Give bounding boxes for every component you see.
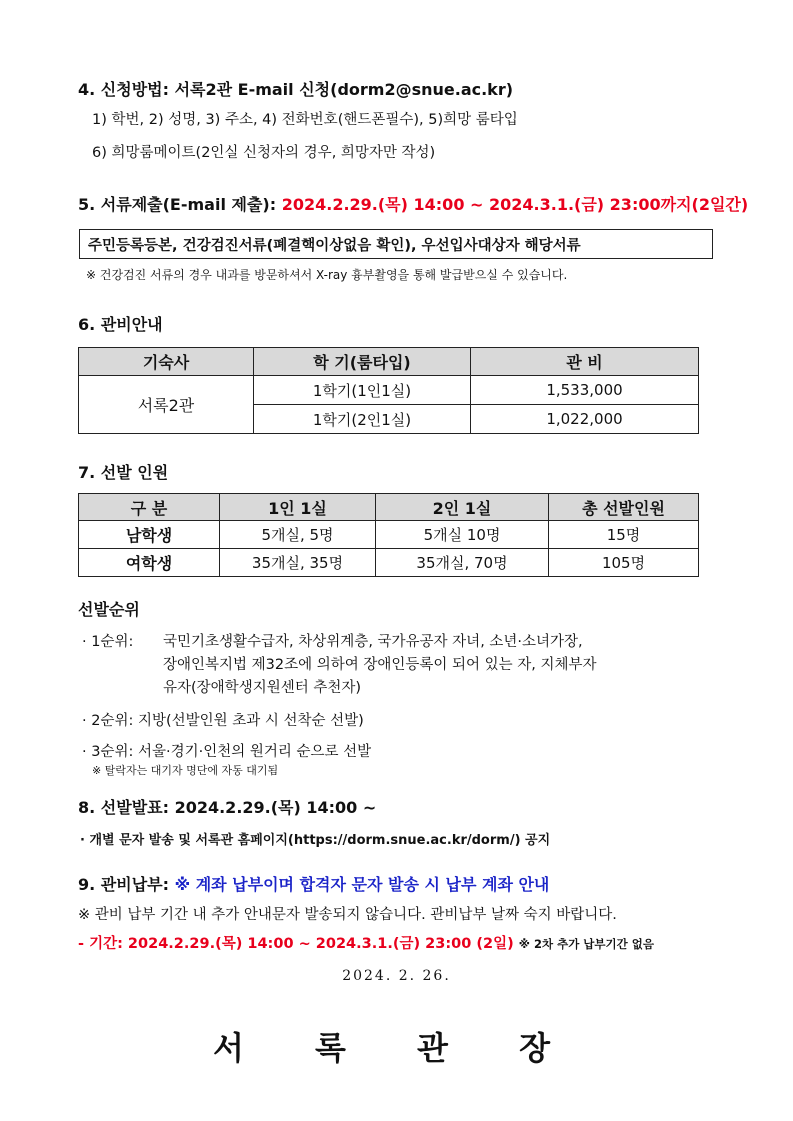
section-6-heading: 6. 관비안내 (78, 315, 163, 334)
priority-1-label: · 1순위: (82, 634, 134, 650)
quota-male-total: 15명 (549, 521, 699, 549)
quota-row-female-label: 여학생 (79, 549, 220, 577)
priority-3: · 3순위: 서울·경기·인천의 원거리 순으로 선발 (82, 744, 372, 760)
quota-header-double: 2인 1실 (376, 494, 549, 521)
section-4-heading: 4. 신청방법: 서록2관 E-mail 신청(dorm2@snue.ac.kr) (78, 80, 514, 99)
section-5-period: 2024.2.29.(목) 14:00 ~ 2024.3.1.(금) 23:00까지(2일간) (281, 195, 749, 214)
fee-term-2: 1학기(2인1실) (254, 405, 471, 434)
quota-header-category: 구 분 (79, 494, 220, 521)
priority-2: · 2순위: 지방(선발인원 초과 시 선착순 선발) (82, 713, 364, 729)
fee-term-1: 1학기(1인1실) (254, 376, 471, 405)
payment-period-note: ※ 2차 추가 납부기간 없음 (518, 937, 654, 951)
quota-female-total: 105명 (549, 549, 699, 577)
required-documents-box: 주민등록등본, 건강검진서류(폐결핵이상없음 확인), 우선입사대상자 해당서류 (79, 229, 713, 259)
payment-period-line (78, 932, 654, 953)
priority-1-line-1: 국민기초생활수급자, 차상위계층, 국가유공자 자녀, 소년·소녀가장, (163, 634, 583, 650)
section-8-heading: 8. 선발발표: 2024.2.29.(목) 14:00 ~ (78, 798, 377, 817)
fee-amount-1: 1,533,000 (471, 376, 699, 405)
section-9-note: ※ 관비 납부 기간 내 추가 안내문자 발송되지 않습니다. 관비납부 날짜 숙지 바랍니다. (78, 907, 617, 923)
quota-female-double: 35개실, 70명 (376, 549, 549, 577)
quota-female-single: 35개실, 35명 (220, 549, 376, 577)
fee-amount-2: 1,022,000 (471, 405, 699, 434)
section-8-line: · 개별 문자 발송 및 서록관 홈페이지(https://dorm.snue.ac.kr/dorm/) 공지 (80, 833, 551, 848)
quota-header-single: 1인 1실 (220, 494, 376, 521)
section-9-heading (78, 872, 549, 895)
section-9-notice: ※ 계좌 납부이며 합격자 문자 발송 시 납부 계좌 안내 (174, 875, 550, 894)
fee-header-fee: 관 비 (471, 348, 699, 376)
section-4-line-1: 1) 학번, 2) 성명, 3) 주소, 4) 전화번호(핸드폰필수), 5)희망 룸타입 (92, 112, 518, 128)
fee-dorm-name: 서록2관 (79, 376, 254, 434)
section-5-heading-prefix: 5. 서류제출(E-mail 제출): (78, 195, 282, 214)
section-9-heading-prefix: 9. 관비납부: (78, 875, 175, 894)
priority-note: ※ 탈락자는 대기자 명단에 자동 대기됨 (92, 764, 279, 777)
document-date: 2024. 2. 26. (342, 968, 451, 984)
priority-1-line-2: 장애인복지법 제32조에 의하여 장애인등록이 되어 있는 자, 지체부자 (163, 657, 597, 673)
priority-1-line-3: 유자(장애학생지원센터 추천자) (163, 680, 362, 696)
section-7-heading: 7. 선발 인원 (78, 463, 169, 482)
payment-period: - 기간: 2024.2.29.(목) 14:00 ~ 2024.3.1.(금) 23:00 (2일) (78, 936, 514, 952)
section-4-line-2: 6) 희망룸메이트(2인실 신청자의 경우, 희망자만 작성) (92, 145, 436, 161)
quota-male-single: 5개실, 5명 (220, 521, 376, 549)
priority-heading: 선발순위 (78, 600, 140, 619)
quota-male-double: 5개실 10명 (376, 521, 549, 549)
fee-header-dorm: 기숙사 (79, 348, 254, 376)
quota-table (78, 493, 699, 577)
fee-header-term: 학 기(룸타입) (254, 348, 471, 376)
quota-row-male-label: 남학생 (79, 521, 220, 549)
fee-table (78, 347, 699, 434)
signature-title: 서 록 관 장 (212, 1029, 581, 1067)
section-5-note: ※ 건강검진 서류의 경우 내과를 방문하셔서 X-ray 흉부촬영을 통해 발급받으실 수 있습니다. (86, 268, 568, 282)
quota-header-total: 총 선발인원 (549, 494, 699, 521)
section-5-heading (78, 192, 748, 215)
